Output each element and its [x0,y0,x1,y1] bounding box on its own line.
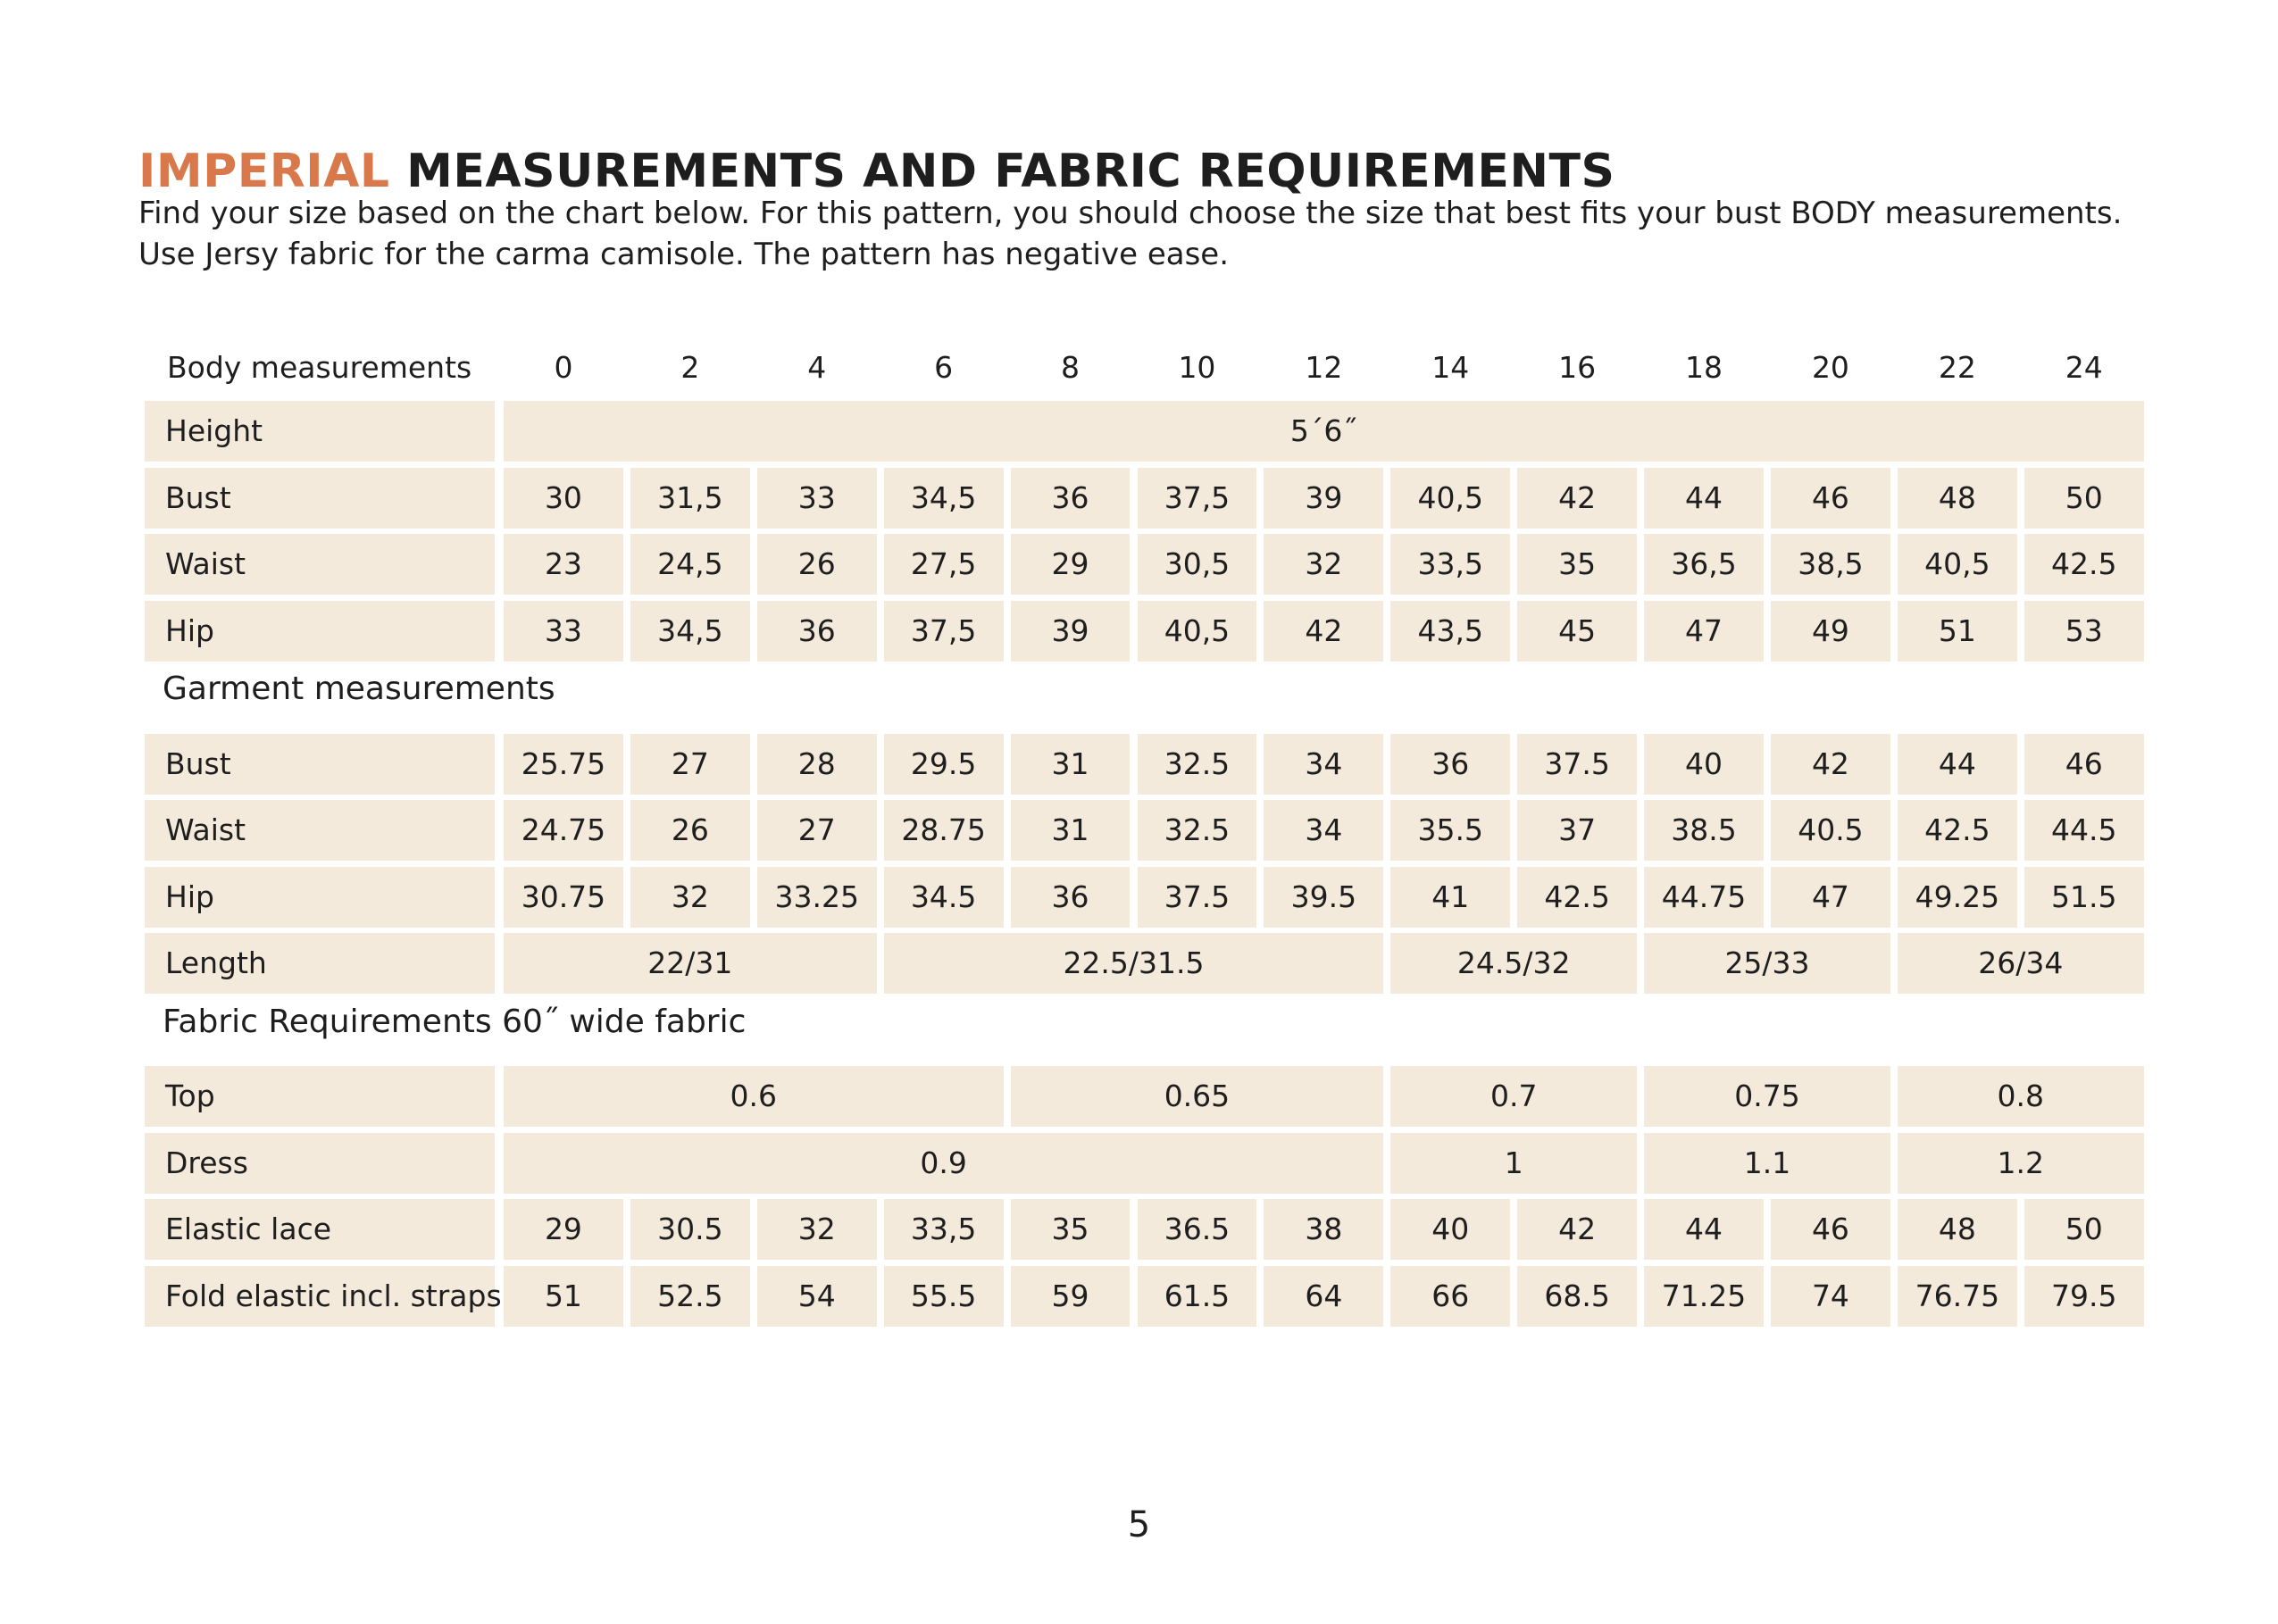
body-hip-size-14: 43,5 [1390,601,1510,662]
body-waist-size-22: 40,5 [1898,534,2017,595]
fabric-elastic-lace-size-2: 30.5 [630,1199,750,1260]
fabric-elastic-lace-size-24: 50 [2024,1199,2144,1260]
size-header-2: 2 [680,350,700,385]
size-header-24: 24 [2065,350,2103,385]
size-header-6: 6 [934,350,954,385]
size-header-22: 22 [1938,350,1976,385]
fabric-dress-span-3: 1.2 [1898,1133,2144,1194]
fabric-fold-elastic-incl-straps-size-6: 55.5 [884,1266,1004,1327]
body-waist-size-10: 30,5 [1138,534,1257,595]
size-header-12: 12 [1305,350,1343,385]
garment-bust-size-14: 36 [1390,734,1510,795]
body-waist-size-8: 29 [1011,534,1131,595]
size-header-label: Body measurements [167,350,472,385]
body-hip-size-24: 53 [2024,601,2144,662]
garment-bust-label: Bust [145,734,495,795]
body-hip-size-4: 36 [757,601,877,662]
fabric-elastic-lace-size-10: 36.5 [1138,1199,1257,1260]
fabric-elastic-lace-size-8: 35 [1011,1199,1131,1260]
body-hip-label: Hip [145,601,495,662]
garment-hip-size-6: 34.5 [884,867,1004,928]
garment-waist-size-10: 32.5 [1138,800,1257,861]
garment-waist-size-12: 34 [1264,800,1383,861]
fabric-fold-elastic-incl-straps-size-2: 52.5 [630,1266,750,1327]
garment-waist-size-2: 26 [630,800,750,861]
garment-waist-size-18: 38.5 [1644,800,1764,861]
body-bust-size-0: 30 [504,468,623,529]
intro-line-2: Use Jersy fabric for the carma camisole. The pattern has negative ease. [138,237,1230,272]
size-header-4: 4 [807,350,827,385]
garment-waist-size-16: 37 [1517,800,1637,861]
body-bust-size-24: 50 [2024,468,2144,529]
body-bust-size-22: 48 [1898,468,2017,529]
size-header-14: 14 [1431,350,1470,385]
body-bust-size-12: 39 [1264,468,1383,529]
fabric-elastic-lace-label: Elastic lace [145,1199,495,1260]
garment-waist-size-6: 28.75 [884,800,1004,861]
body-waist-size-20: 38,5 [1771,534,1890,595]
fabric-top-span-3: 0.75 [1644,1066,1890,1127]
fabric-elastic-lace-size-0: 29 [504,1199,623,1260]
fabric-fold-elastic-incl-straps-size-20: 74 [1771,1266,1890,1327]
body-hip-size-2: 34,5 [630,601,750,662]
fabric-fold-elastic-incl-straps-size-0: 51 [504,1266,623,1327]
body-hip-size-12: 42 [1264,601,1383,662]
garment-length-span-1: 22.5/31.5 [884,933,1384,994]
body-height-label: Height [145,401,495,462]
garment-hip-size-14: 41 [1390,867,1510,928]
fabric-elastic-lace-size-6: 33,5 [884,1199,1004,1260]
body-waist-size-6: 27,5 [884,534,1004,595]
fabric-fold-elastic-incl-straps-size-18: 71.25 [1644,1266,1764,1327]
garment-length-label: Length [145,933,495,994]
body-bust-size-14: 40,5 [1390,468,1510,529]
fabric-fold-elastic-incl-straps-size-4: 54 [757,1266,877,1327]
body-bust-size-10: 37,5 [1138,468,1257,529]
garment-hip-size-20: 47 [1771,867,1890,928]
garment-waist-size-24: 44.5 [2024,800,2144,861]
body-bust-size-6: 34,5 [884,468,1004,529]
garment-length-span-3: 25/33 [1644,933,1890,994]
garment-bust-size-24: 46 [2024,734,2144,795]
body-bust-size-4: 33 [757,468,877,529]
size-header-20: 20 [1811,350,1849,385]
garment-hip-size-0: 30.75 [504,867,623,928]
body-waist-size-0: 23 [504,534,623,595]
body-hip-size-10: 40,5 [1138,601,1257,662]
body-waist-size-4: 26 [757,534,877,595]
garment-hip-size-4: 33.25 [757,867,877,928]
garment-bust-size-4: 28 [757,734,877,795]
body-hip-size-22: 51 [1898,601,2017,662]
body-hip-size-18: 47 [1644,601,1764,662]
garment-hip-size-8: 36 [1011,867,1131,928]
fabric-top-label: Top [145,1066,495,1127]
section-heading-fabric-requirements-60-wide-fabric: Fabric Requirements 60˝ wide fabric [163,1003,747,1040]
fabric-elastic-lace-size-16: 42 [1517,1199,1637,1260]
garment-bust-size-6: 29.5 [884,734,1004,795]
garment-bust-size-10: 32.5 [1138,734,1257,795]
garment-hip-size-2: 32 [630,867,750,928]
body-hip-size-0: 33 [504,601,623,662]
garment-hip-size-10: 37.5 [1138,867,1257,928]
size-header-0: 0 [554,350,573,385]
garment-bust-size-22: 44 [1898,734,2017,795]
fabric-fold-elastic-incl-straps-size-14: 66 [1390,1266,1510,1327]
body-hip-size-16: 45 [1517,601,1637,662]
fabric-dress-span-2: 1.1 [1644,1133,1890,1194]
garment-waist-label: Waist [145,800,495,861]
garment-bust-size-8: 31 [1011,734,1131,795]
section-heading-garment-measurements: Garment measurements [163,670,555,707]
body-hip-size-8: 39 [1011,601,1131,662]
garment-bust-size-20: 42 [1771,734,1890,795]
body-hip-size-6: 37,5 [884,601,1004,662]
garment-waist-size-8: 31 [1011,800,1131,861]
fabric-elastic-lace-size-22: 48 [1898,1199,2017,1260]
garment-length-span-0: 22/31 [504,933,877,994]
size-header-10: 10 [1178,350,1216,385]
fabric-top-span-1: 0.65 [1011,1066,1384,1127]
garment-hip-size-22: 49.25 [1898,867,2017,928]
title-accent: IMPERIAL [138,145,390,198]
fabric-fold-elastic-incl-straps-size-12: 64 [1264,1266,1383,1327]
garment-hip-size-12: 39.5 [1264,867,1383,928]
body-waist-size-14: 33,5 [1390,534,1510,595]
body-waist-size-18: 36,5 [1644,534,1764,595]
body-waist-size-2: 24,5 [630,534,750,595]
body-bust-label: Bust [145,468,495,529]
fabric-elastic-lace-size-4: 32 [757,1199,877,1260]
fabric-fold-elastic-incl-straps-size-8: 59 [1011,1266,1131,1327]
garment-bust-size-0: 25.75 [504,734,623,795]
page-number: 5 [1127,1504,1151,1545]
fabric-elastic-lace-size-18: 44 [1644,1199,1764,1260]
size-header-16: 16 [1558,350,1597,385]
garment-hip-size-24: 51.5 [2024,867,2144,928]
garment-bust-size-12: 34 [1264,734,1383,795]
garment-length-span-4: 26/34 [1898,933,2144,994]
fabric-fold-elastic-incl-straps-size-22: 76.75 [1898,1266,2017,1327]
title-rest: MEASUREMENTS AND FABRIC REQUIREMENTS [389,145,1615,198]
garment-waist-size-4: 27 [757,800,877,861]
body-waist-label: Waist [145,534,495,595]
fabric-fold-elastic-incl-straps-size-16: 68.5 [1517,1266,1637,1327]
garment-bust-size-2: 27 [630,734,750,795]
body-waist-size-16: 35 [1517,534,1637,595]
fabric-dress-label: Dress [145,1133,495,1194]
fabric-fold-elastic-incl-straps-size-24: 79.5 [2024,1266,2144,1327]
fabric-dress-span-1: 1 [1390,1133,1637,1194]
garment-waist-size-0: 24.75 [504,800,623,861]
body-waist-size-24: 42.5 [2024,534,2144,595]
body-hip-size-20: 49 [1771,601,1890,662]
garment-hip-label: Hip [145,867,495,928]
garment-bust-size-16: 37.5 [1517,734,1637,795]
body-bust-size-18: 44 [1644,468,1764,529]
fabric-fold-elastic-incl-straps-label: Fold elastic incl. straps [145,1266,495,1327]
body-bust-size-8: 36 [1011,468,1131,529]
body-waist-size-12: 32 [1264,534,1383,595]
fabric-top-span-0: 0.6 [504,1066,1004,1127]
fabric-elastic-lace-size-20: 46 [1771,1199,1890,1260]
fabric-dress-span-0: 0.9 [504,1133,1383,1194]
garment-waist-size-20: 40.5 [1771,800,1890,861]
body-height-span-0: 5´6˝ [504,401,2144,462]
garment-waist-size-22: 42.5 [1898,800,2017,861]
intro-line-1: Find your size based on the chart below. For this pattern, you should choose the size that best fits your bust BODY measurements. [138,196,2123,231]
size-header-8: 8 [1061,350,1081,385]
fabric-top-span-4: 0.8 [1898,1066,2144,1127]
body-bust-size-20: 46 [1771,468,1890,529]
garment-hip-size-18: 44.75 [1644,867,1764,928]
fabric-elastic-lace-size-14: 40 [1390,1199,1510,1260]
body-bust-size-16: 42 [1517,468,1637,529]
fabric-top-span-2: 0.7 [1390,1066,1637,1127]
garment-waist-size-14: 35.5 [1390,800,1510,861]
fabric-fold-elastic-incl-straps-size-10: 61.5 [1138,1266,1257,1327]
size-header-18: 18 [1685,350,1723,385]
garment-length-span-2: 24.5/32 [1390,933,1637,994]
garment-hip-size-16: 42.5 [1517,867,1637,928]
fabric-elastic-lace-size-12: 38 [1264,1199,1383,1260]
garment-bust-size-18: 40 [1644,734,1764,795]
body-bust-size-2: 31,5 [630,468,750,529]
